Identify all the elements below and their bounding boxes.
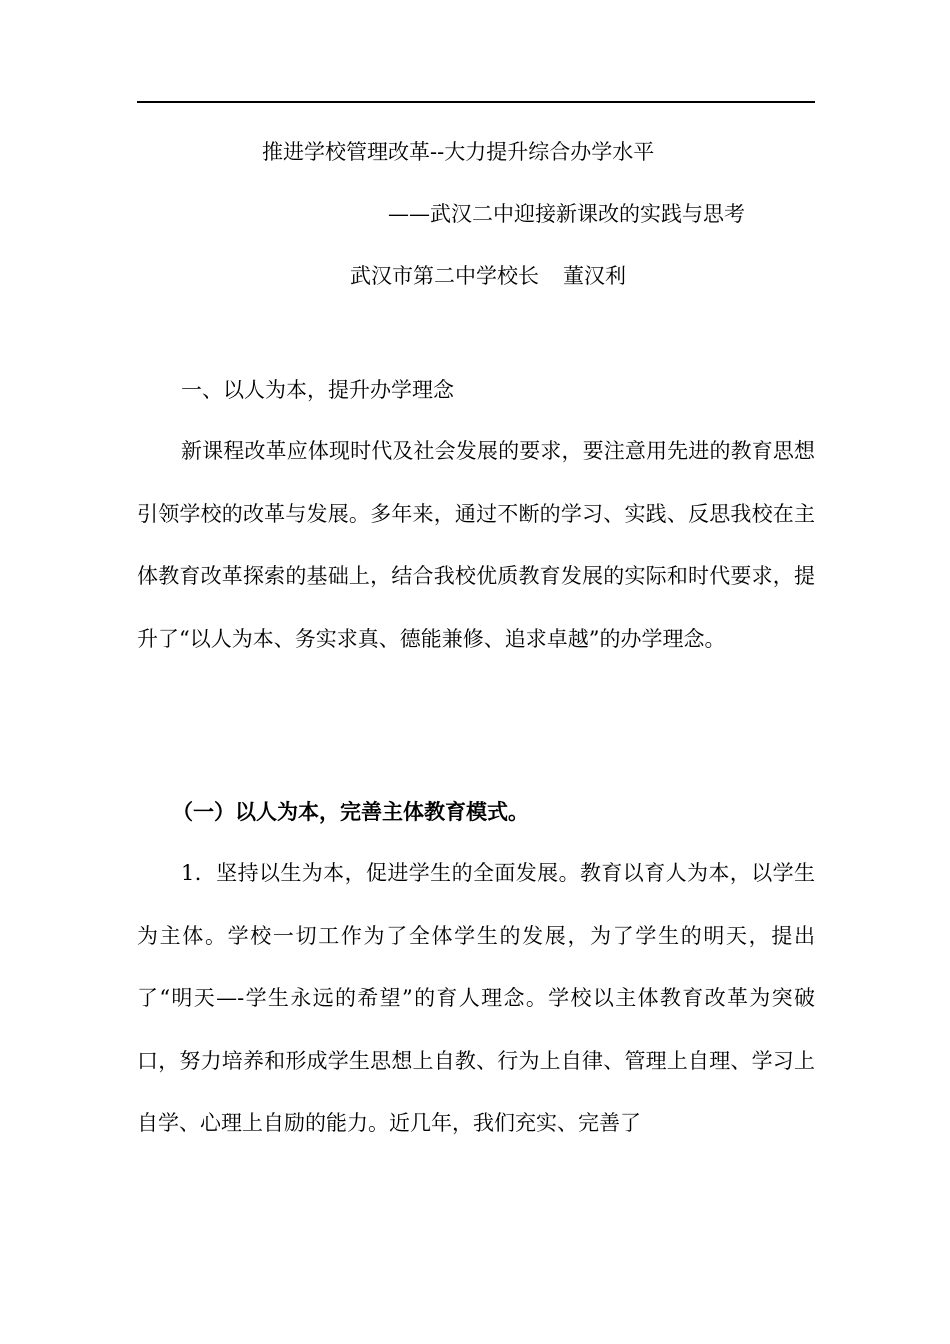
subsection-heading: （一）以人为本，完善主体教育模式。 xyxy=(172,799,529,824)
document-subtitle: ——武汉二中迎接新课改的实践与思考 xyxy=(388,202,745,226)
header-rule xyxy=(137,101,815,103)
section-heading: 一、以人为本，提升办学理念 xyxy=(181,378,454,402)
body-paragraph: 1．坚持以生为本，促进学生的全面发展。教育以育人为本，以学生为主体。学校一切工作为了全体学生的发展，为了学生的明天，提出了“明天—-学生永远的希望”的育人理念。学校以主体教育改革为突破口，努力培养和形成学生思想上自教、行为上自律、管理上自理、学习上自学、心理上自励的能力。近几年，我们充实、完善了 xyxy=(137,861,815,1136)
document-title: 推进学校管理改革--大力提升综合办学水平 xyxy=(262,140,655,164)
author-line xyxy=(350,262,626,290)
author-name: 董汉利 xyxy=(563,264,626,288)
author-title: 武汉市第二中学校长 xyxy=(350,264,539,288)
body-paragraph: 新课程改革应体现时代及社会发展的要求，要注意用先进的教育思想引领学校的改革与发展。多年来，通过不断的学习、实践、反思我校在主体教育改革探索的基础上，结合我校优质教育发展的实际和时代要求，提升了“以人为本、务实求真、德能兼修、追求卓越”的办学理念。 xyxy=(137,439,815,651)
